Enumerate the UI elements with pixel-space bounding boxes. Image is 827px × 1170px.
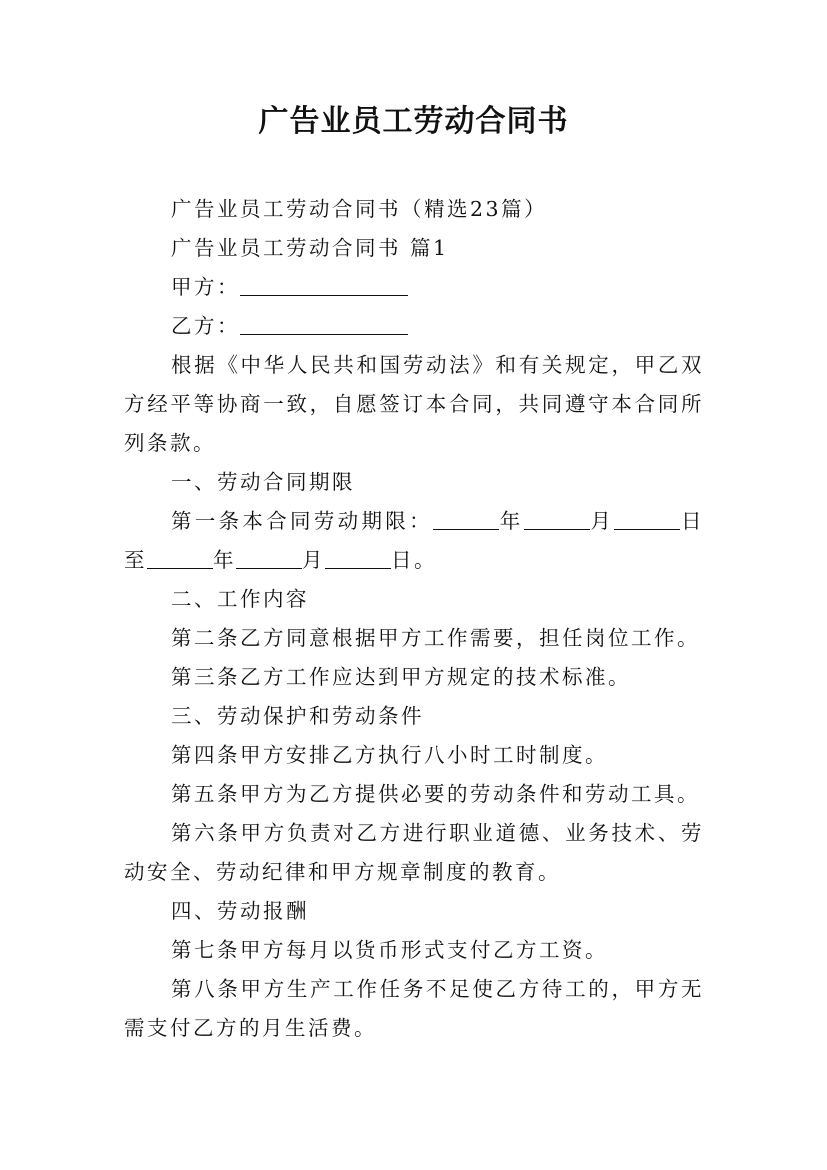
end-month-label: 月: [302, 548, 325, 572]
section-3-heading: 三、劳动保护和劳动条件: [171, 704, 424, 728]
article-3: 第三条乙方工作应达到甲方规定的技术标准。: [171, 665, 631, 689]
document-body: [124, 190, 704, 1048]
start-year-blank: [433, 505, 499, 530]
intro-paragraph: 根据《中华人民共和国劳动法》和有关规定，甲乙双方经平等协商一致，自愿签订本合同，共同遵守本合同所列条款。: [124, 353, 704, 455]
start-day-label: 日至: [124, 509, 704, 572]
article-5: 第五条甲方为乙方提供必要的劳动条件和劳动工具。: [171, 782, 700, 806]
party-b-blank: [240, 310, 408, 335]
party-a-line: [124, 268, 704, 307]
article-8: 第八条甲方生产工作任务不足使乙方待工的，甲方无需支付乙方的月生活费。: [124, 977, 704, 1040]
party-a-label: 甲方：: [171, 275, 240, 299]
chapter-heading: 广告业员工劳动合同书 篇1: [171, 236, 449, 260]
end-year-blank: [147, 544, 213, 569]
end-day-blank: [325, 544, 391, 569]
article-1: [124, 502, 704, 580]
end-year-label: 年: [213, 548, 236, 572]
article-7: 第七条甲方每月以货币形式支付乙方工资。: [171, 938, 608, 962]
party-a-blank: [240, 271, 408, 296]
party-b-line: [124, 307, 704, 346]
start-month-label: 月: [589, 509, 615, 533]
article-4: 第四条甲方安排乙方执行八小时工时制度。: [171, 743, 608, 767]
section-2-heading: 二、工作内容: [171, 587, 309, 611]
section-4-heading: 四、劳动报酬: [171, 899, 309, 923]
start-month-blank: [524, 505, 590, 530]
party-b-label: 乙方：: [171, 314, 240, 338]
end-month-blank: [236, 544, 302, 569]
end-day-label: 日。: [391, 548, 437, 572]
article-2: 第二条乙方同意根据甲方工作需要，担任岗位工作。: [171, 626, 700, 650]
subtitle: 广告业员工劳动合同书（精选23篇）: [171, 197, 548, 221]
article-1-prefix: 第一条本合同劳动期限：: [171, 509, 433, 533]
start-year-label: 年: [498, 509, 524, 533]
section-1-heading: 一、劳动合同期限: [171, 470, 355, 494]
article-6: 第六条甲方负责对乙方进行职业道德、业务技术、劳动安全、劳动纪律和甲方规章制度的教育。: [124, 821, 704, 884]
document-title: 广告业员工劳动合同书: [258, 104, 569, 139]
start-day-blank: [614, 505, 680, 530]
